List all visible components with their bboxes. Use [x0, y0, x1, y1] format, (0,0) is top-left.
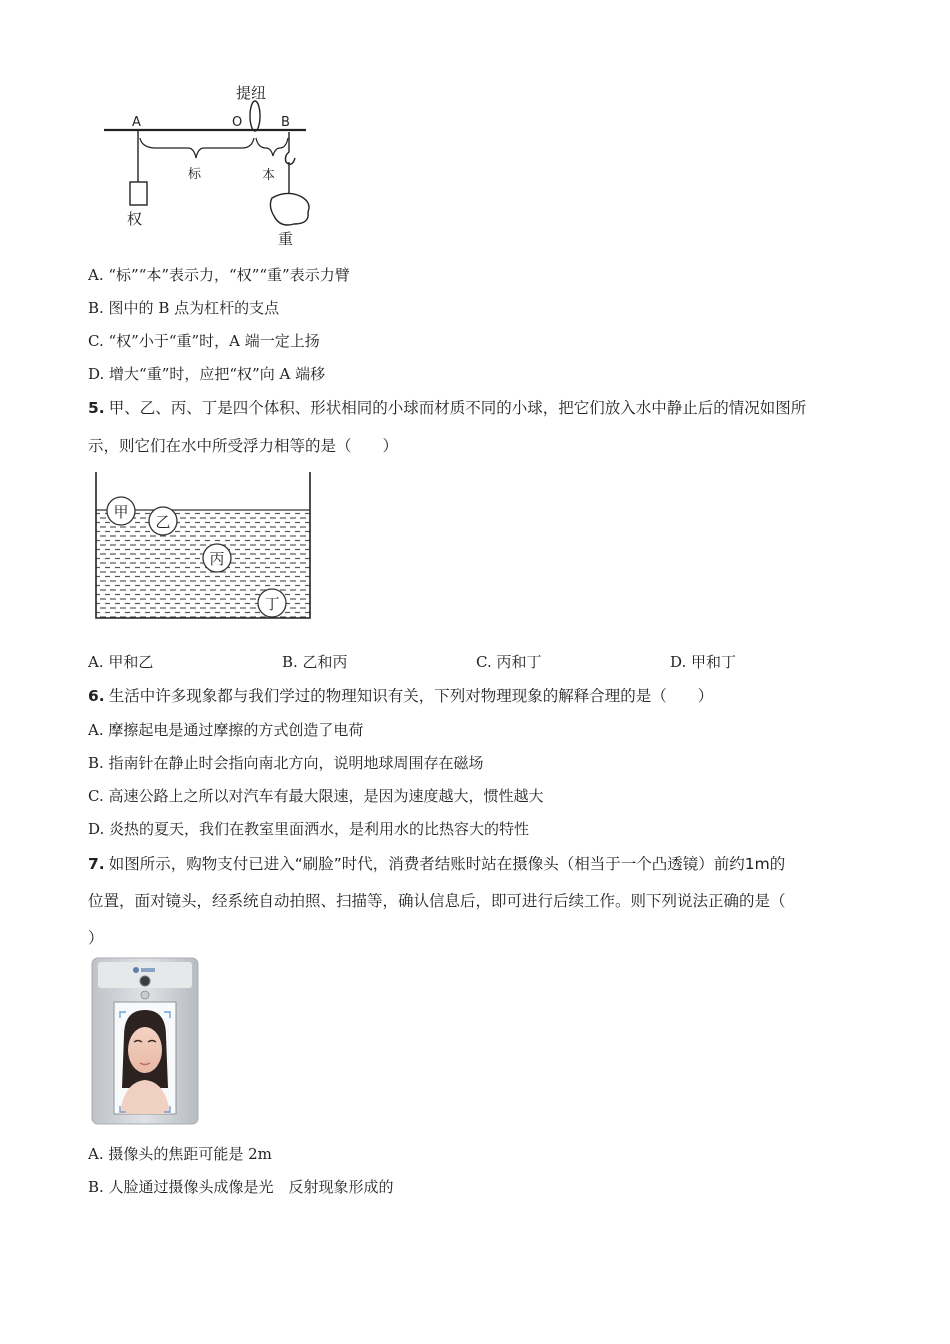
q5-option-c: C. 丙和丁 — [476, 653, 542, 671]
q4-option-c: C. “权”小于“重”时，A 端一定上扬 — [88, 332, 320, 350]
q6-number: 6. — [88, 687, 105, 705]
steelyard-lever-figure — [96, 78, 326, 253]
label-O: O — [232, 115, 243, 130]
q7-number: 7. — [88, 855, 105, 873]
ball-ding — [258, 589, 286, 617]
label-A: A — [132, 115, 141, 130]
svg-text:乙: 乙 — [155, 513, 171, 531]
q6-option-c: C. 高速公路上之所以对汽车有最大限速，是因为速度越大，惯性越大 — [88, 787, 544, 805]
sensor-icon — [141, 991, 149, 999]
q5-stem-line1: 5. 甲、乙、丙、丁是四个体积、形状相同的小球而材质不同的小球，把它们放入水中静止后的情况如图所 — [88, 399, 807, 417]
weight-quan — [130, 182, 147, 205]
brand-logo-icon — [133, 967, 139, 973]
q5-number: 5. — [88, 399, 105, 417]
q7-option-a: A. 摄像头的焦距可能是 2m — [88, 1145, 272, 1163]
q6-option-d: D. 炎热的夏天，我们在教室里面洒水，是利用水的比热容大的特性 — [88, 820, 530, 838]
label-quan: 权 — [127, 210, 143, 228]
label-ben: 本 — [262, 168, 276, 183]
ball-yi — [149, 507, 177, 535]
label-zhong: 重 — [278, 230, 294, 248]
svg-text:丙: 丙 — [209, 550, 225, 568]
q6-option-a: A. 摩擦起电是通过摩擦的方式创造了电荷 — [88, 721, 364, 739]
q7-option-b: B. 人脸通过摄像头成像是光 反射现象形成的 — [88, 1178, 394, 1196]
label-tiniu: 提纽 — [236, 84, 267, 102]
q4-option-b: B. 图中的 B 点为杠杆的支点 — [88, 299, 280, 317]
q5-option-d: D. 甲和丁 — [670, 653, 737, 671]
q5-option-b: B. 乙和丙 — [282, 653, 348, 671]
brace-ben — [256, 138, 288, 156]
face-pay-terminal-image — [90, 956, 200, 1126]
q5-option-a: A. 甲和乙 — [88, 653, 154, 671]
q4-option-d: D. 增大“重”时，应把“权”向 A 端移 — [88, 365, 326, 383]
lifting-loop — [250, 101, 260, 131]
q5-options — [88, 651, 888, 673]
hook-B — [285, 132, 295, 164]
ball-jia — [107, 497, 135, 525]
label-B: B — [281, 115, 290, 130]
camera-lens-icon — [140, 976, 150, 986]
brace-biao — [140, 138, 254, 158]
svg-text:甲: 甲 — [113, 503, 129, 521]
q7-stem-line3: ） — [88, 929, 104, 947]
face — [128, 1027, 162, 1073]
q6-stem: 6. 生活中许多现象都与我们学过的物理知识有关，下列对物理现象的解释合理的是（ ） — [88, 687, 714, 705]
label-biao: 标 — [188, 167, 202, 182]
water-tank-figure — [90, 470, 320, 622]
q5-stem-line2: 示，则它们在水中所受浮力相等的是（ ） — [88, 437, 399, 455]
weight-zhong — [270, 193, 309, 225]
ball-bing — [203, 544, 231, 572]
q4-option-a: A. “标”“本”表示力，“权”“重”表示力臂 — [88, 266, 350, 284]
q7-stem-line1: 7. 如图所示，购物支付已进入“刷脸”时代，消费者结账时站在摄像头（相当于一个凸透镜）前约1m的 — [88, 855, 786, 873]
svg-text:丁: 丁 — [264, 595, 280, 613]
q7-stem-line2: 位置，面对镜头，经系统自动拍照、扫描等，确认信息后，即可进行后续工作。则下列说法正确的是（ — [88, 892, 786, 910]
q6-option-b: B. 指南针在静止时会指向南北方向，说明地球周围存在磁场 — [88, 754, 484, 772]
